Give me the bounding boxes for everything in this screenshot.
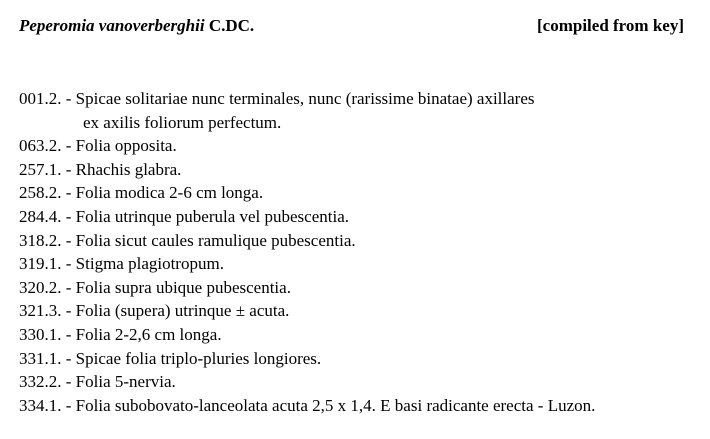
entry-code: 319.1. — [19, 254, 62, 274]
entry-text: Stigma plagiotropum. — [75, 254, 224, 274]
entry-text: Spicae solitariae nunc terminales, nunc (rarissime binatae) axillares — [75, 89, 535, 108]
entry-text: Folia sicut caules ramulique pubescentia. — [75, 230, 356, 250]
entry-continuation: ex axilis foliorum perfectum. — [83, 112, 282, 132]
species-name: Peperomia vanoverberghii — [19, 16, 205, 35]
key-entry — [19, 229, 705, 253]
entry-code: 258.2. — [19, 183, 62, 203]
key-entry — [19, 370, 705, 394]
key-entry — [19, 323, 705, 347]
entry-separator: - — [61, 159, 76, 179]
entry-separator: - — [61, 230, 76, 250]
entry-code: 320.2. — [19, 277, 62, 297]
key-entry — [19, 205, 705, 229]
entry-separator: - — [61, 136, 76, 156]
entry-code: 321.3. — [19, 301, 62, 321]
entry-text: Folia supra ubique pubescentia. — [75, 277, 291, 297]
entry-text: Folia modica 2-6 cm longa. — [75, 183, 264, 203]
entry-separator: - — [61, 254, 76, 274]
key-entry — [19, 347, 705, 371]
key-entry — [19, 181, 705, 205]
key-entry — [19, 134, 705, 158]
entry-text: Folia 5-nervia. — [75, 372, 176, 392]
entry-separator: - — [61, 395, 76, 415]
species-title — [19, 14, 254, 38]
key-entry — [19, 158, 705, 182]
entry-text: Folia 2-2,6 cm longa. — [75, 324, 222, 344]
entry-code: 257.1. — [19, 159, 62, 179]
entry-text: Rhachis glabra. — [75, 159, 182, 179]
entry-code: 332.2. — [19, 372, 62, 392]
entry-separator: - — [61, 348, 76, 368]
entry-separator: - — [61, 183, 76, 203]
entry-code: 063.2. — [19, 136, 62, 156]
compiled-note: [compiled from key] — [537, 16, 684, 35]
document-header — [19, 14, 684, 38]
entry-code: 284.4. — [19, 206, 62, 226]
entry-separator: - — [61, 89, 76, 108]
key-entries-list — [19, 87, 705, 417]
key-entry — [19, 394, 705, 418]
entry-text: Spicae folia triplo-pluries longiores. — [75, 348, 322, 368]
entry-text: Folia opposita. — [75, 136, 177, 156]
entry-code: 330.1. — [19, 324, 62, 344]
key-entry — [19, 299, 705, 323]
entry-code: 318.2. — [19, 230, 62, 250]
entry-separator: - — [61, 206, 76, 226]
entry-separator: - — [61, 372, 76, 392]
entry-separator: - — [61, 324, 76, 344]
entry-code: 334.1. — [19, 395, 62, 415]
key-entry — [19, 252, 705, 276]
entry-code: 001.2. — [19, 89, 62, 108]
entry-text: Folia utrinque puberula vel pubescentia. — [75, 206, 350, 226]
entry-separator: - — [61, 277, 76, 297]
key-entry — [19, 87, 705, 111]
entry-text: Folia subobovato-lanceolata acuta 2,5 x 1,4. E basi radicante erecta - Luzon. — [75, 395, 596, 415]
entry-text: Folia (supera) utrinque ± acuta. — [75, 301, 290, 321]
entry-separator: - — [61, 301, 76, 321]
key-entry — [19, 276, 705, 300]
species-author: C.DC. — [208, 16, 255, 35]
entry-code: 331.1. — [19, 348, 62, 368]
